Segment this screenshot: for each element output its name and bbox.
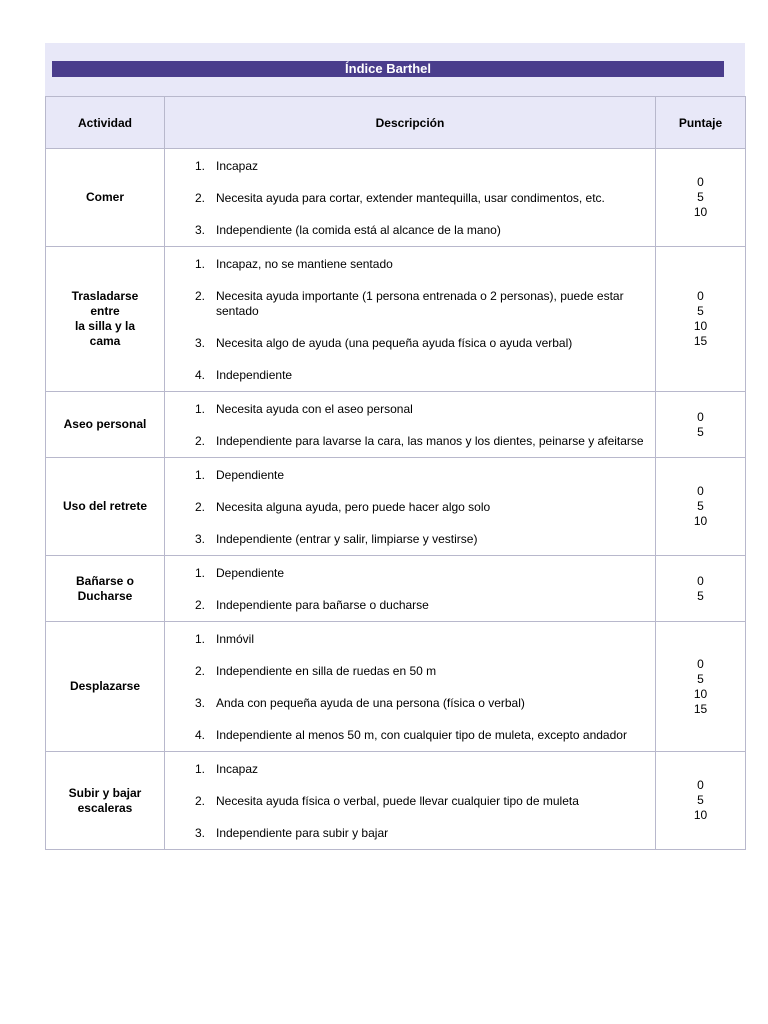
option-text: Independiente para subir y bajar	[216, 826, 389, 840]
option-number: 1.	[195, 257, 206, 271]
option-item	[195, 632, 645, 647]
option-item	[195, 794, 645, 809]
score-value: 5	[697, 190, 704, 204]
option-number: 3.	[195, 223, 206, 237]
score-cell	[656, 752, 746, 850]
option-text: Necesita ayuda física o verbal, puede llevar cualquier tipo de muleta	[216, 794, 579, 808]
option-item	[195, 159, 645, 174]
title-area	[45, 43, 745, 96]
option-list	[195, 632, 645, 743]
option-item	[195, 696, 645, 711]
activity-label: Desplazarse	[69, 679, 141, 693]
score-cell	[656, 622, 746, 752]
score-cell	[656, 149, 746, 247]
option-text: Dependiente	[216, 468, 285, 482]
score-value: 15	[693, 334, 708, 348]
activity-label: Aseo personal	[63, 417, 147, 431]
option-list	[195, 762, 645, 841]
header-activity: Actividad	[46, 97, 165, 149]
score-value: 15	[693, 701, 708, 716]
header-row	[46, 97, 746, 149]
option-item	[195, 257, 645, 272]
option-text: Independiente para bañarse o ducharse	[216, 598, 429, 612]
activity-label: Comer	[85, 190, 124, 204]
option-text: Necesita alguna ayuda, pero puede hacer algo solo	[216, 500, 491, 514]
score-value: 0	[697, 409, 704, 424]
option-item	[195, 191, 645, 206]
score-value: 10	[693, 205, 708, 219]
activity-label: Uso del retrete	[62, 499, 148, 513]
activity-label: cama	[89, 334, 121, 348]
option-number: 2.	[195, 794, 206, 808]
score-value: 0	[697, 573, 704, 588]
option-item	[195, 728, 645, 743]
option-list	[195, 159, 645, 238]
score-value: 5	[697, 588, 704, 603]
score-value: 0	[697, 656, 704, 671]
option-number: 2.	[195, 598, 206, 612]
option-text: Independiente en silla de ruedas en 50 m	[216, 664, 437, 678]
option-text: Incapaz, no se mantiene sentado	[216, 257, 393, 271]
activity-label: entre	[90, 304, 120, 318]
option-number: 2.	[195, 289, 206, 303]
score-cell	[656, 392, 746, 458]
description-cell	[165, 622, 656, 752]
activity-cell	[46, 622, 165, 752]
option-list	[195, 402, 645, 449]
option-item	[195, 826, 645, 841]
option-item	[195, 223, 645, 238]
option-text: Independiente	[216, 368, 293, 382]
option-item	[195, 402, 645, 417]
option-text: Anda con pequeña ayuda de una persona (física o verbal)	[216, 696, 525, 710]
table-row	[46, 149, 746, 247]
table-row	[46, 556, 746, 622]
activity-cell	[46, 556, 165, 622]
activity-label: Trasladarse	[71, 289, 139, 303]
option-item	[195, 566, 645, 581]
header-score: Puntaje	[656, 97, 746, 149]
option-item	[195, 368, 645, 383]
option-text: Necesita ayuda para cortar, extender mantequilla, usar condimentos, etc.	[216, 191, 605, 205]
option-item	[195, 468, 645, 483]
activity-label: la silla y la	[74, 319, 136, 333]
option-number: 1.	[195, 566, 206, 580]
description-cell	[165, 458, 656, 556]
option-text: Independiente para lavarse la cara, las manos y los dientes, peinarse y afeitarse	[216, 434, 644, 448]
activity-cell	[46, 149, 165, 247]
option-number: 1.	[195, 762, 206, 776]
option-number: 4.	[195, 368, 206, 382]
option-item	[195, 664, 645, 679]
description-cell	[165, 556, 656, 622]
description-cell	[165, 392, 656, 458]
option-item	[195, 598, 645, 613]
description-cell	[165, 752, 656, 850]
option-item	[195, 336, 645, 351]
description-cell	[165, 149, 656, 247]
option-number: 2.	[195, 191, 206, 205]
score-value: 10	[693, 808, 708, 822]
option-number: 1.	[195, 632, 206, 646]
page-title: Índice Barthel	[52, 61, 724, 77]
option-text: Necesita ayuda importante (1 persona entrenada o 2 personas), puede estar sentado	[216, 289, 624, 318]
score-value: 0	[697, 175, 704, 189]
option-text: Inmóvil	[216, 632, 255, 646]
table-body	[46, 149, 746, 850]
activity-label: escaleras	[77, 800, 133, 815]
activity-label: Subir y bajar	[68, 785, 142, 800]
option-text: Dependiente	[216, 566, 285, 580]
option-item	[195, 762, 645, 777]
score-value: 5	[697, 499, 704, 513]
score-cell	[656, 458, 746, 556]
activity-label: Bañarse o	[75, 573, 135, 588]
option-number: 1.	[195, 402, 206, 416]
option-item	[195, 532, 645, 547]
score-value: 0	[697, 778, 704, 792]
score-value: 10	[693, 319, 708, 333]
score-value: 10	[693, 514, 708, 528]
activity-cell	[46, 752, 165, 850]
activity-cell	[46, 247, 165, 392]
option-list	[195, 566, 645, 613]
option-list	[195, 468, 645, 547]
activity-cell	[46, 392, 165, 458]
option-text: Independiente (entrar y salir, limpiarse y vestirse)	[216, 532, 478, 546]
score-value: 10	[693, 686, 708, 701]
option-number: 3.	[195, 532, 206, 546]
barthel-table	[45, 96, 746, 850]
option-number: 2.	[195, 664, 206, 678]
score-value: 5	[697, 671, 704, 686]
score-value: 0	[697, 289, 704, 303]
score-value: 0	[697, 484, 704, 498]
option-text: Independiente al menos 50 m, con cualquier tipo de muleta, excepto andador	[216, 728, 627, 742]
option-text: Incapaz	[216, 159, 259, 173]
option-number: 2.	[195, 500, 206, 514]
option-text: Necesita ayuda con el aseo personal	[216, 402, 413, 416]
option-list	[195, 257, 645, 383]
score-cell	[656, 556, 746, 622]
score-value: 5	[697, 304, 704, 318]
option-number: 1.	[195, 468, 206, 482]
table-row	[46, 752, 746, 850]
option-text: Independiente (la comida está al alcance de la mano)	[216, 223, 501, 237]
option-text: Necesita algo de ayuda (una pequeña ayuda física o ayuda verbal)	[216, 336, 573, 350]
score-cell	[656, 247, 746, 392]
description-cell	[165, 247, 656, 392]
header-description: Descripción	[165, 97, 656, 149]
option-number: 3.	[195, 696, 206, 710]
option-number: 2.	[195, 434, 206, 448]
option-item	[195, 434, 645, 449]
option-number: 4.	[195, 728, 206, 742]
score-value: 5	[697, 424, 704, 439]
table-row	[46, 622, 746, 752]
option-item	[195, 500, 645, 515]
option-item	[195, 289, 645, 319]
option-number: 1.	[195, 159, 206, 173]
option-number: 3.	[195, 826, 206, 840]
table-row	[46, 247, 746, 392]
option-number: 3.	[195, 336, 206, 350]
score-value: 5	[697, 793, 704, 807]
option-text: Incapaz	[216, 762, 259, 776]
table-row	[46, 458, 746, 556]
activity-label: Ducharse	[77, 588, 133, 603]
activity-cell	[46, 458, 165, 556]
table-row	[46, 392, 746, 458]
